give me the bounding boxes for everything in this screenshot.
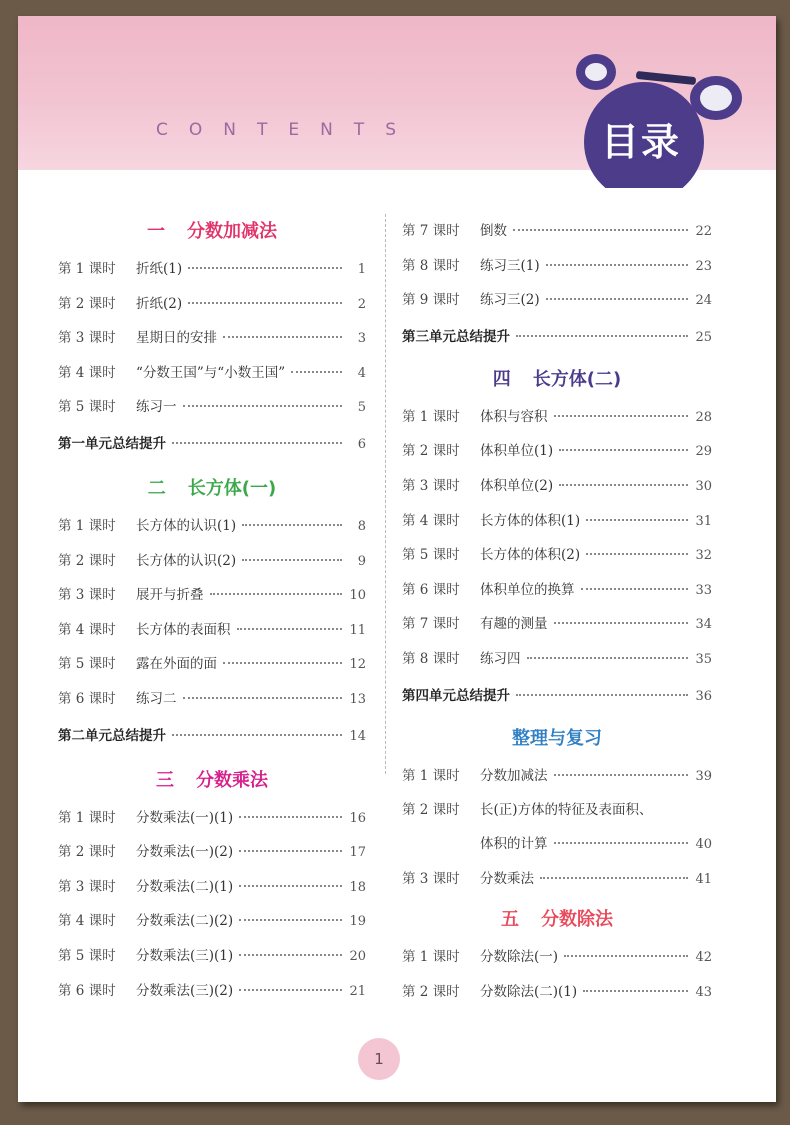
list-item[interactable]: 第 7 课时 有趣的测量 34 — [402, 616, 712, 633]
list-item[interactable]: 第 5 课时 练习一 5 — [58, 399, 366, 416]
column-divider — [385, 214, 386, 774]
unit-summary-item[interactable]: 第三单元总结提升 25 — [402, 328, 712, 345]
list-item[interactable]: 第 4 课时 分数乘法(二)(2) 19 — [58, 913, 366, 930]
unit-summary-item[interactable]: 第一单元总结提升 6 — [58, 435, 366, 452]
review-title: 整理与复习 — [512, 727, 602, 749]
unit-2-title: 二 长方体(一) — [147, 477, 277, 499]
list-item[interactable]: 第 6 课时 分数乘法(三)(2) 21 — [58, 982, 366, 999]
right-column — [402, 214, 712, 1010]
list-item-continuation[interactable]: 体积的计算 40 — [480, 836, 712, 853]
list-item[interactable]: 第 3 课时 分数乘法 41 — [402, 870, 712, 887]
list-item[interactable]: 第 6 课时 体积单位的换算 33 — [402, 581, 712, 598]
page-number: 1 — [358, 1038, 400, 1080]
list-item[interactable]: 第 1 课时 长方体的认识(1) 8 — [58, 517, 366, 534]
list-item[interactable]: 第 5 课时 分数乘法(三)(1) 20 — [58, 947, 366, 964]
unit-5-title: 五 分数除法 — [501, 909, 613, 931]
list-item[interactable]: 第 6 课时 练习二 13 — [58, 690, 366, 707]
list-item[interactable]: 第 2 课时 折纸(2) 2 — [58, 295, 366, 312]
list-item[interactable]: 第 2 课时 体积单位(1) 29 — [402, 443, 712, 460]
list-item[interactable]: 第 2 课时 分数乘法(一)(2) 17 — [58, 844, 366, 861]
unit-summary-item[interactable]: 第二单元总结提升 14 — [58, 727, 366, 744]
list-item[interactable]: 第 4 课时 长方体的表面积 11 — [58, 621, 366, 638]
unit-4-title: 四 长方体(二) — [492, 368, 622, 390]
list-item[interactable]: 第 1 课时 分数除法(一) 42 — [402, 949, 712, 966]
list-item[interactable]: 第 3 课时 展开与折叠 10 — [58, 587, 366, 604]
list-item[interactable]: 第 3 课时 分数乘法(二)(1) 18 — [58, 878, 366, 895]
list-item[interactable]: 第 3 课时 体积单位(2) 30 — [402, 477, 712, 494]
list-item[interactable]: 第 8 课时 练习四 35 — [402, 650, 712, 667]
unit-1-title: 一 分数加减法 — [147, 221, 277, 242]
list-item[interactable]: 第 7 课时 倒数 22 — [402, 223, 712, 239]
unit-summary-item[interactable]: 第四单元总结提升 36 — [402, 687, 712, 704]
list-item[interactable]: 第 2 课时 长方体的认识(2) 9 — [58, 552, 366, 569]
unit-3-title: 三 分数乘法 — [156, 769, 268, 791]
list-item[interactable]: 第 1 课时 分数乘法(一)(1) 16 — [58, 809, 366, 826]
list-item[interactable]: 第 5 课时 长方体的体积(2) 32 — [402, 547, 712, 564]
badge-title: 目录 — [600, 120, 681, 164]
left-column — [58, 212, 366, 1008]
list-item[interactable]: 第 9 课时 练习三(2) 24 — [402, 292, 712, 309]
list-item[interactable]: 第 2 课时 长(正)方体的特征及表面积、 — [402, 802, 653, 819]
list-item[interactable]: 第 1 课时 折纸(1) 1 — [58, 261, 366, 277]
list-item[interactable]: 第 1 课时 分数加减法 39 — [402, 767, 712, 784]
list-item[interactable]: 第 2 课时 分数除法(二)(1) 43 — [402, 983, 712, 1000]
list-item[interactable]: 第 4 课时 长方体的体积(1) 31 — [402, 512, 712, 529]
list-item[interactable]: 第 3 课时 星期日的安排 3 — [58, 330, 366, 347]
list-item[interactable]: 第 1 课时 体积与容积 28 — [402, 408, 712, 425]
list-item[interactable]: 第 5 课时 露在外面的面 12 — [58, 656, 366, 673]
list-item[interactable]: 第 4 课时 “分数王国”与“小数王国” 4 — [58, 364, 366, 381]
toc-page — [18, 16, 776, 1102]
contents-heading: CONTENTS — [156, 120, 417, 140]
list-item[interactable]: 第 8 课时 练习三(1) 23 — [402, 257, 712, 274]
